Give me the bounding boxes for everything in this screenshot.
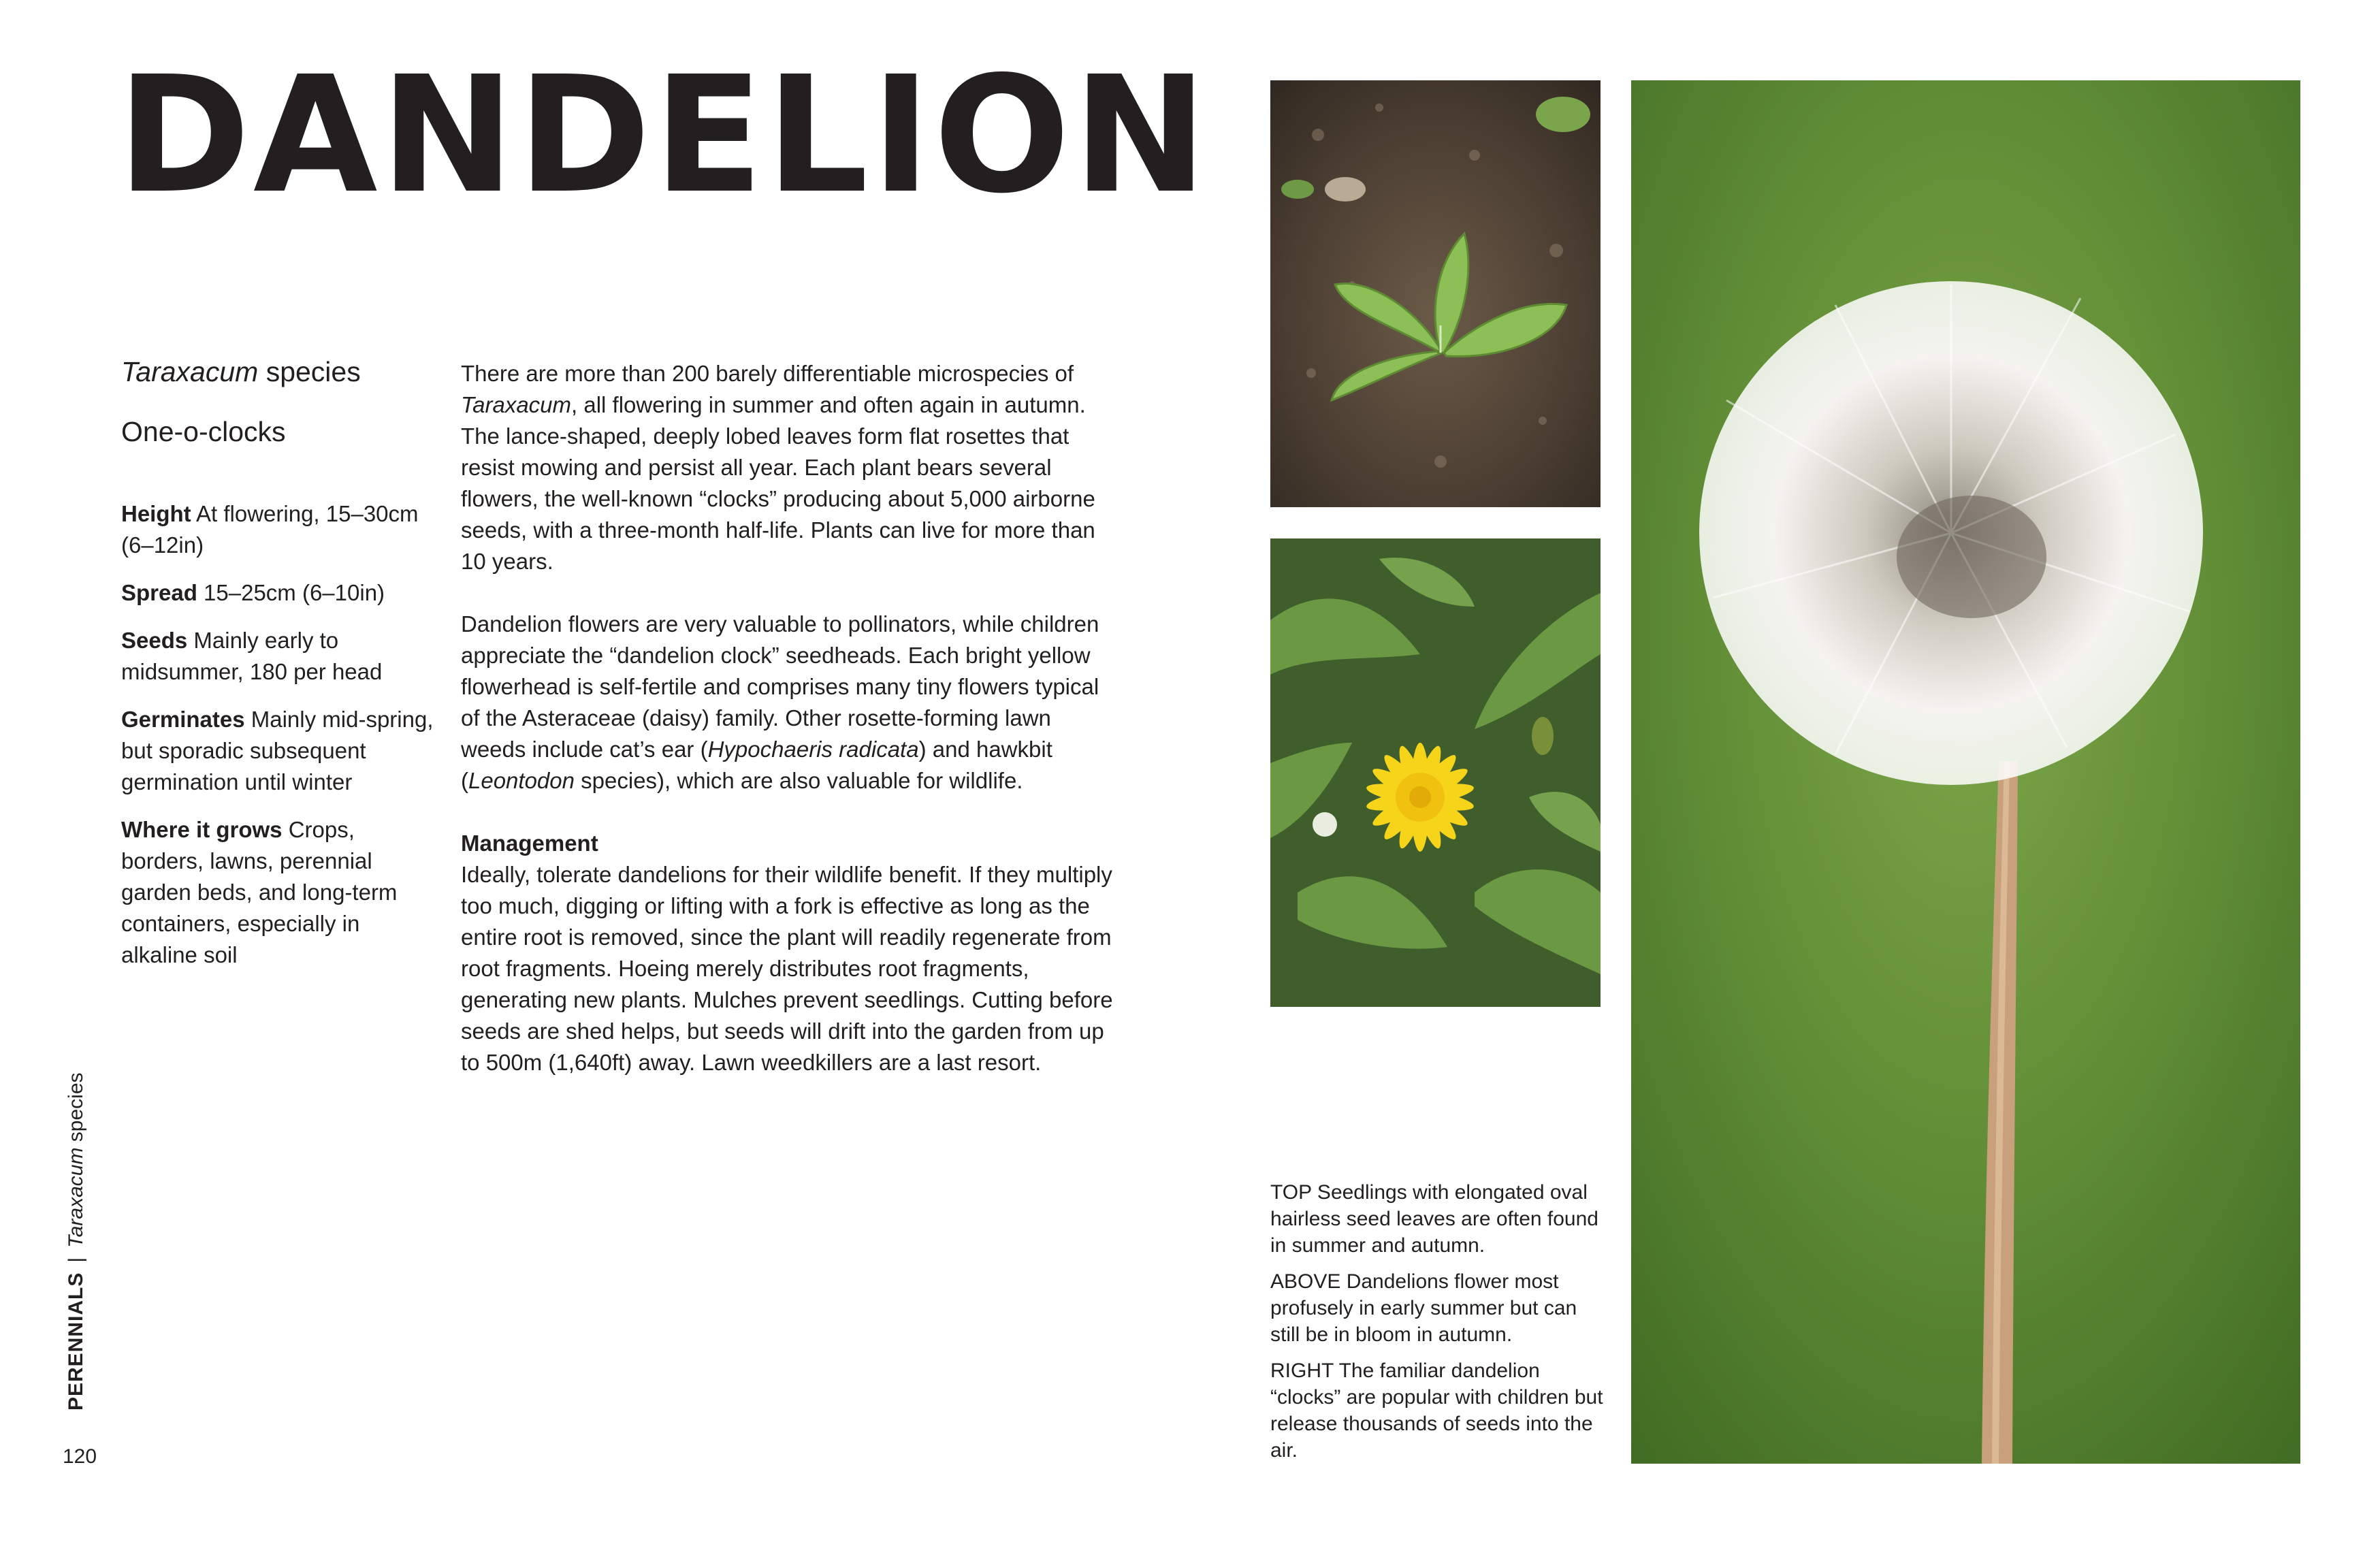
fact-text: Mainly early to midsummer, 180 per head <box>121 628 383 684</box>
fact-label: Height <box>121 501 191 526</box>
fact-label: Germinates <box>121 707 245 732</box>
latin-suffix: species <box>258 356 361 387</box>
photo-captions <box>1270 1179 1611 1473</box>
caption-text: The familiar dandelion “clocks” are popular with children but release thousands of seeds into the air. <box>1270 1360 1603 1462</box>
italic-run: Taraxacum <box>461 392 572 417</box>
caption-top <box>1270 1179 1611 1259</box>
caption-above <box>1270 1268 1611 1348</box>
text-run: Dandelion flowers are very valuable to pollinators, while children appreciate the “dandelion clock” seedheads. Each bright yellow flowerhead is self-fertile and comprises many tiny flowers typical of the Asteraceae (daisy) family. Other rosette-forming lawn weeds include cat’s ear ( <box>461 611 1099 762</box>
body-text <box>461 358 1114 1110</box>
common-name: One-o-clocks <box>121 416 286 447</box>
paragraph-intro <box>461 358 1114 577</box>
text-run: ) and hawkbit ( <box>461 737 1052 793</box>
fact-text: 15–25cm (6–10in) <box>197 580 385 605</box>
section-name: PERENNIALS <box>65 1272 87 1411</box>
caption-tag: ABOVE <box>1270 1270 1341 1293</box>
italic-run: Leontodon <box>468 768 575 793</box>
plant-profile <box>121 353 434 987</box>
latin-name <box>121 353 434 391</box>
page-number: 120 <box>63 1445 97 1468</box>
fact-where-it-grows <box>121 814 434 971</box>
fact-germinates <box>121 704 434 798</box>
italic-run: Hypochaeris radicata <box>707 737 919 762</box>
caption-text: Seedlings with elongated oval hairless seed leaves are often found in summer and autumn. <box>1270 1181 1598 1257</box>
management-text: Ideally, tolerate dandelions for their wildlife benefit. If they multiply too much, digging or lifting with a fork is effective as long as the entire root is removed, since the plant will readily regenerate from root fragments. Hoeing merely distributes root fragments, generating new plants. Mulches prevent seedlings. Cutting before seeds are shed helps, but seeds will drift into the garden from up to 500m (1,640ft) away. Lawn weedkillers are a last resort. <box>461 862 1113 1075</box>
fact-text: At flowering, 15–30cm (6–12in) <box>121 501 419 558</box>
fact-label: Seeds <box>121 628 188 653</box>
caption-text: Dandelions flower most profusely in early summer but can still be in bloom in autumn. <box>1270 1270 1577 1346</box>
running-footer <box>64 1072 89 1411</box>
management-heading: Management <box>461 831 598 856</box>
flower-photo <box>1270 538 1601 1007</box>
text-run: There are more than 200 barely differentiable microspecies of <box>461 361 1074 386</box>
paragraph-pollinators <box>461 609 1114 797</box>
fact-label: Spread <box>121 580 197 605</box>
dandelion-clock-photo <box>1631 80 2300 1464</box>
caption-right <box>1270 1357 1611 1464</box>
caption-tag: RIGHT <box>1270 1360 1334 1382</box>
fact-text: Crops, borders, lawns, perennial garden beds, and long-term containers, especially in alkaline soil <box>121 817 398 967</box>
seedling-photo <box>1270 80 1601 507</box>
caption-tag: TOP <box>1270 1181 1312 1204</box>
text-run: species), which are also valuable for wildlife. <box>575 768 1023 793</box>
folio-separator: | <box>65 1257 87 1263</box>
folio-species-suffix: species <box>65 1072 87 1148</box>
page-title: DANDELION <box>117 42 1210 229</box>
fact-text: Mainly mid-spring, but sporadic subsequent germination until winter <box>121 707 434 794</box>
fact-seeds <box>121 625 434 688</box>
fact-height <box>121 498 434 561</box>
fact-spread <box>121 577 434 609</box>
text-run: , all flowering in summer and often again in autumn. The lance-shaped, deeply lobed leaves form flat rosettes that resist mowing and persist all year. Each plant bears several flowers, the well-known “clocks” producing about 5,000 airborne seeds, with a three-month half-life. Plants can live for more than 10 years. <box>461 392 1095 574</box>
latin-genus: Taraxacum <box>121 356 259 387</box>
fact-label: Where it grows <box>121 817 283 842</box>
folio-species: Taraxacum <box>65 1147 87 1248</box>
